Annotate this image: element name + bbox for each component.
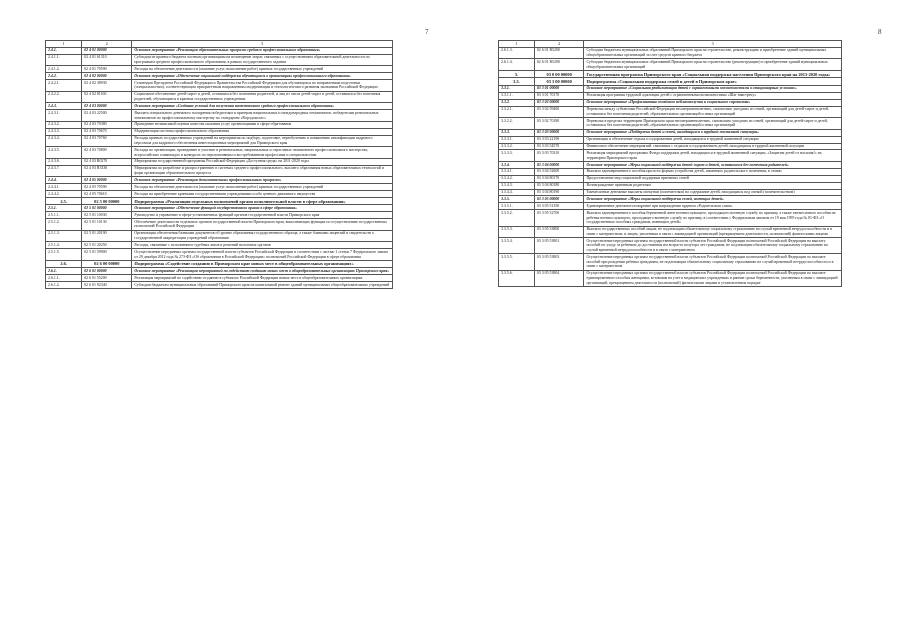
table-row [46, 54, 393, 66]
row-code: 3.3.5.4. [499, 238, 535, 254]
row-code: 2.6.1.4. [499, 59, 535, 71]
row-description: Мероприятия по разработке и распространению в системах среднего профессионального, высшего образования новых образовательных технологий и форм организации образовательного процесса [132, 165, 393, 177]
budget-classification-table-right [498, 40, 842, 287]
row-code: 3.3.3. [499, 129, 535, 136]
row-code: 2.5.1.5. [46, 249, 82, 261]
row-csr-code: 02 4 02 81160 [82, 91, 132, 103]
row-code: 2.5.1.2. [46, 219, 82, 231]
row-code: 3.3. [499, 78, 535, 85]
table-row [499, 92, 842, 99]
table-row [499, 150, 842, 162]
row-csr-code: 02 5 01 59900 [82, 249, 132, 261]
row-code: 3.3.5.5. [499, 254, 535, 270]
table-row [46, 66, 393, 73]
row-csr-code: 02 4 01 00000 [82, 47, 132, 54]
row-csr-code: 02 5 01 00000 [82, 205, 132, 212]
row-code: 2.6.1.2. [46, 281, 82, 288]
row-csr-code: 02 4 03 70380 [82, 121, 132, 128]
row-description: Основное мероприятие «Профилактика семейного неблагополучия и социального сиротства» [584, 99, 842, 106]
row-csr-code: 03 3 05 53801 [534, 238, 584, 254]
row-code: 3.3.3.3. [499, 150, 535, 162]
table-row [46, 184, 393, 191]
row-code: 3.3.2.2. [499, 118, 535, 130]
row-description: Руководство и управление в сфере установленных функций органов государственной власти Приморского края [132, 212, 393, 219]
row-code: 2.6. [46, 260, 82, 267]
table-row [46, 205, 393, 212]
row-code: 2.5.1. [46, 205, 82, 212]
row-description: Организация и обеспечение отдыха и оздоровления детей, находящихся в трудной жизненной ситуации [584, 136, 842, 143]
row-csr-code: 02 6 01 R5200 [534, 47, 584, 59]
header-col-3: 3 [132, 41, 393, 48]
row-code: 2.4.1.1. [46, 54, 82, 66]
table-row [46, 147, 393, 159]
row-description: Основное мероприятие «Обеспечение социальной поддержки обучающихся в организациях профессионального образования» [132, 73, 393, 80]
table-row [46, 80, 393, 92]
table-row [46, 47, 393, 54]
header-col-3: 3 [584, 41, 842, 48]
row-description: Организация обеспечения бланками документов об уровне образования государственного образца, а также бланками лицензий и свидетельств о государственной аккредитации учреждений образования [132, 230, 393, 242]
row-csr-code: 03 3 04 00000 [534, 161, 584, 168]
row-csr-code: 02 6 01 92340 [82, 281, 132, 288]
row-description: Финансовое обеспечение мероприятий, связанных с отдыхом и оздоровлением детей, находящихся в трудной жизненной ситуации [584, 143, 842, 150]
row-description: Государственная программа Приморского края «Социальная поддержка населения Приморского края на 2013-2020 годы» [584, 71, 842, 78]
row-code: 3.3.2. [499, 99, 535, 106]
table-row [499, 99, 842, 106]
row-description: Основное мероприятие «Создание условий для получения качественного среднего профессионального образования» [132, 103, 393, 110]
row-description: Модернизация системы профессионального образования [132, 128, 393, 135]
table-row [499, 210, 842, 226]
table-row [46, 73, 393, 80]
table-row [46, 197, 393, 204]
table-row [46, 177, 393, 184]
table-row [499, 196, 842, 203]
row-description: Осуществление переданных органам государственной власти субъектов Российской Федерации полномочий Российской Федерации по выплате единовременного пособия женщинам, вставшим на учет в медицинских учреждениях в ранние сроки беременности, уволенным в связи с ликвидацией организаций, прекращением деятельности (полномочий) физическими лицами в установленном порядке [584, 270, 842, 286]
row-code: 2.6.1.3. [499, 47, 535, 59]
row-description: Расходы, связанные с исполнением судебных актов и решений налоговых органов [132, 242, 393, 249]
row-code: 2.4.4.2. [46, 191, 82, 198]
row-code: 2.6.1.1. [46, 275, 82, 282]
row-csr-code: 02 6 01 55200 [82, 275, 132, 282]
table-header-row [46, 41, 393, 48]
row-description: Реализация программы трудовой адаптации детей с ограниченными возможностями «Шаг навстречу» [584, 92, 842, 99]
row-description: Вознаграждение приемным родителям [584, 182, 842, 189]
row-code: 3.3.2.1. [499, 106, 535, 118]
row-csr-code: 03 3 03 70310 [534, 150, 584, 162]
row-csr-code: 03 3 00 00000 [534, 78, 584, 85]
page-number-right: 8 [878, 28, 882, 36]
page-number-left: 7 [425, 28, 429, 36]
table-header-row [499, 41, 842, 48]
row-description: Предоставление мер социальной поддержки приемных семей [584, 175, 842, 182]
row-code: 2.4.2.1. [46, 80, 82, 92]
row-description: Выплата единовременного пособия при всех формах устройства детей, лишенных родительского попечения, в семью [584, 168, 842, 175]
row-csr-code: 02 4 02 00000 [82, 73, 132, 80]
table-row [499, 161, 842, 168]
row-csr-code: 02 4 03 00000 [82, 103, 132, 110]
row-description: Осуществление переданных органам государственной власти субъектов Российской Федерации полномочий Российской Федерации на выплату пособий по уходу за ребенком до достижения им возраста полутора лет гражданам, не подлежащим обязательному социальному страхованию на случай временной нетрудоспособности и в связи с материнством [584, 238, 842, 254]
header-col-2: 2 [82, 41, 132, 48]
row-csr-code: 03 3 02 70180 [534, 118, 584, 130]
left-table-body [46, 47, 393, 288]
row-description: Стипендии Президента Российской Федерации и Правительства Российской Федерации для обучающихся по направлениям подготовки (специальностям), соответствующим приоритетным направлениям модернизации и технологического развития экономики Российской Федерации [132, 80, 393, 92]
row-description: Подпрограмма «Содействие созданию в Приморском крае новых мест в общеобразовательных организациях» [132, 260, 393, 267]
row-csr-code: 02 4 05 00000 [82, 177, 132, 184]
row-description: Выплата государственных пособий лицам, не подлежащим обязательному социальному страхованию на случай временной нетрудоспособности и в связи с материнством, и лицам, уволенным в связи с ликвидацией организаций (прекращением деятельности, полномочий) физическими лицами [584, 226, 842, 238]
table-row [499, 129, 842, 136]
row-code: 2.6.1. [46, 268, 82, 275]
row-csr-code: 03 3 02 59400 [534, 106, 584, 118]
row-code: 2.5. [46, 197, 82, 204]
table-row [46, 121, 393, 128]
row-code: 2.4.3.3. [46, 128, 82, 135]
row-code: 3.3.5. [499, 196, 535, 203]
table-row [46, 110, 393, 122]
row-description: Расходы краевых государственных учреждений на мероприятия по подбору, подготовке, переобучению и повышению квалификации кадрового персонала для кадрового обеспечения инвестиционных мероприятий для Приморского края [132, 135, 393, 147]
table-row [499, 71, 842, 78]
row-description: Проведение независимой оценки качества оказания услуг организациями в сфере образования [132, 121, 393, 128]
row-code: 3.3.3.1. [499, 136, 535, 143]
row-code: 2.4.3.1. [46, 110, 82, 122]
row-code: 2.5.1.4. [46, 242, 82, 249]
row-csr-code: 03 3 04 80180 [534, 182, 584, 189]
row-csr-code: 02 5 01 20190 [82, 230, 132, 242]
row-csr-code: 03 3 01 70170 [534, 92, 584, 99]
row-csr-code: 02 6 01 R5200 [534, 59, 584, 71]
left-page [45, 40, 393, 289]
table-row [499, 78, 842, 85]
row-code: 2.4.4.1. [46, 184, 82, 191]
row-description: Подпрограмма «Социальная поддержка семей и детей в Приморском крае» [584, 78, 842, 85]
table-row [499, 47, 842, 59]
table-row [46, 275, 393, 282]
row-description: Субсидии бюджетам муниципальных образований Приморского края на капитальный ремонт зданий муниципальных общеобразовательных учреждений [132, 281, 393, 288]
row-csr-code: 03 3 03 00000 [534, 129, 584, 136]
right-table-body [499, 47, 842, 286]
table-row [46, 268, 393, 275]
table-row [499, 238, 842, 254]
table-row [499, 182, 842, 189]
row-csr-code: 03 3 05 51350 [534, 203, 584, 210]
row-csr-code: 03 3 04 52600 [534, 168, 584, 175]
row-csr-code: 02 5 01 10130 [82, 219, 132, 231]
table-row [499, 175, 842, 182]
row-description: Перевозка между субъектами Российской Федерации несовершеннолетних, самовольно ушедших из семей, организаций для детей-сирот и детей, оставшихся без попечения родителей, образовательных организаций и иных организаций [584, 106, 842, 118]
row-code: 2.4.3.7. [46, 165, 82, 177]
row-description: Субсидии из краевого бюджета частным организациям на возмещение затрат, связанных с осуществлением образовательной деятельности по программам среднего профессионального образования, в рамках государственного задания [132, 54, 393, 66]
row-csr-code: 03 3 04 80190 [534, 189, 584, 196]
row-code: 2.4.3.2. [46, 121, 82, 128]
row-description: Социальное обеспечение детей-сирот и детей, оставшихся без попечения родителей, и лиц из числа детей-сирот и детей, оставшихся без попечения родителей, обучающихся в краевых государственных учреждениях [132, 91, 393, 103]
budget-classification-table-left [45, 40, 393, 289]
row-csr-code: 02 4 02 38930 [82, 80, 132, 92]
row-code: 3.3.5.3. [499, 226, 535, 238]
table-row [499, 85, 842, 92]
table-row [46, 260, 393, 267]
row-code: 2.4.1. [46, 47, 82, 54]
table-row [499, 254, 842, 270]
row-description: Расходы на обеспечение деятельности (оказание услуг, выполнение работ) краевых государственных учреждений [132, 66, 393, 73]
row-description: Выплата специального денежного поощрения победителям и призерам национальных и международных чемпионатов, победителям региональных чемпионатов по профессиональному мастерству по стандартам «Ворлдскиллс» [132, 110, 393, 122]
row-code: 3. [499, 71, 535, 78]
row-csr-code: 03 3 05 53803 [534, 254, 584, 270]
row-description: Субсидии бюджетам муниципальных образований Приморского края на строительство (реконструкцию) и приобретение зданий муниципальных общеобразовательных организаций [584, 59, 842, 71]
row-csr-code: 03 3 05 00000 [534, 196, 584, 203]
row-csr-code: 02 4 03 70760 [82, 135, 132, 147]
row-description: Перевозка в пределах территории Приморского края несовершеннолетних, самовольно ушедших из семей, организаций для детей-сирот и детей, оставшихся без попечения родителей, образовательных организаций и иных организаций [584, 118, 842, 130]
row-csr-code: 03 3 03 22190 [534, 136, 584, 143]
header-col-1: 1 [46, 41, 82, 48]
row-csr-code: 02 4 03 R3330 [82, 165, 132, 177]
row-description: Основное мероприятие «Реализация дополнительных профессиональных программ» [132, 177, 393, 184]
row-csr-code: 02 4 05 70590 [82, 184, 132, 191]
table-row [46, 249, 393, 261]
row-code: 3.3.4.2. [499, 175, 535, 182]
table-row [499, 168, 842, 175]
row-description: Основное мероприятие «Поддержка детей и семей, находящихся в трудной жизненной ситуации» [584, 129, 842, 136]
row-code: 2.4.1.2. [46, 66, 82, 73]
row-csr-code: 03 3 05 53800 [534, 226, 584, 238]
row-csr-code: 02 6 01 00000 [82, 268, 132, 275]
row-csr-code: 02 4 01 61310 [82, 54, 132, 66]
row-code: 2.4.3.4. [46, 135, 82, 147]
row-description: Субсидии бюджетам муниципальных образований Приморского края на строительство, реконструкцию и приобретение зданий муниципальных общеобразовательных организаций за счет средств краевого бюджета [584, 47, 842, 59]
row-description: Основное мероприятие «Социальная реабилитация детей с ограниченными возможностями в стационарных условиях» [584, 85, 842, 92]
row-description: Расходы по организации, проведению и участию в региональных, национальных и отраслевых чемпионатах профессионального мастерства, всероссийских олимпиадах и конкурсах по перспективным и востребованным профессиям и специальностям [132, 147, 393, 159]
row-description: Расходы на обеспечение деятельности (оказание услуг, выполнение работ) краевых государственных учреждений [132, 184, 393, 191]
row-code: 2.4.3.6. [46, 158, 82, 165]
row-csr-code: 02 5 01 20250 [82, 242, 132, 249]
table-row [46, 281, 393, 288]
row-csr-code: 03 3 02 00000 [534, 99, 584, 106]
row-description: Ежемесячные денежные выплаты опекунам (попечителям) на содержание детей, находящихся под опекой (попечительством) [584, 189, 842, 196]
row-csr-code: 02 4 03 70800 [82, 147, 132, 159]
row-csr-code: 02 4 03 R0270 [82, 158, 132, 165]
row-description: Выплата единовременного пособия беременной жене военнослужащего, проходящего военную службу по призыву, а также ежемесячного пособия на ребенка военнослужащего, проходящего военную службу по призыву, в соответствии с Федеральным законом от 19 мая 1995 года № 81-ФЗ «О государственных пособиях гражданам, имеющим детей» [584, 210, 842, 226]
row-description: Мероприятия государственной программы Российской Федерации «Доступная среда» на 2011-2020 годы [132, 158, 393, 165]
row-description: Осуществление переданных органам государственной власти субъектов Российской Федерации в соответствии с частью 1 статьи 7 Федерального закона от 29 декабря 2012 года № 273-ФЗ «Об образовании в Российской Федерации» полномочий Российской Федерации в сфере образования [132, 249, 393, 261]
row-csr-code: 02 4 01 70590 [82, 66, 132, 73]
row-csr-code: 03 0 00 00000 [534, 71, 584, 78]
row-code: 3.3.1.1. [499, 92, 535, 99]
row-code: 3.3.4.1. [499, 168, 535, 175]
row-description: Осуществление переданных органам государственной власти субъектов Российской Федерации полномочий Российской Федерации по выплате пособий при рождении ребенка гражданам, не подлежащим обязательному социальному страхованию на случай временной нетрудоспособности и в связи с материнством [584, 254, 842, 270]
row-code: 2.4.2.2. [46, 91, 82, 103]
table-row [499, 203, 842, 210]
table-row [46, 103, 393, 110]
row-description: Основное мероприятие «Меры социальной поддержки детей-сирот и детей, оставшихся без попечения родителей» [584, 161, 842, 168]
table-row [46, 242, 393, 249]
row-csr-code: 02 6 00 00000 [82, 260, 132, 267]
table-row [499, 59, 842, 71]
table-row [499, 106, 842, 118]
table-row [499, 143, 842, 150]
table-row [499, 136, 842, 143]
row-code: 2.4.4. [46, 177, 82, 184]
row-code: 3.3.4.4. [499, 189, 535, 196]
table-row [46, 230, 393, 242]
table-row [46, 191, 393, 198]
row-description: Реализация мероприятий по содействию созданию в субъектах Российской Федерации новых мест в общеобразовательных организациях [132, 275, 393, 282]
table-row [46, 219, 393, 231]
row-description: Обеспечение деятельности отдельных органов государственной власти Приморского края, выполняющих функции по осуществлению государственных полномочий Российской Федерации [132, 219, 393, 231]
row-description: Реализация мероприятий программы Фонда поддержки детей, находящихся в трудной жизненной ситуации, «Защитим детей от насилия!» на территории Приморского края [584, 150, 842, 162]
row-csr-code: 02 5 00 00000 [82, 197, 132, 204]
row-code: 2.5.1.3. [46, 230, 82, 242]
row-description: Основное мероприятие «Реализация мероприятий по содействию созданию новых мест в общеобразовательных организациях Приморского края» [132, 268, 393, 275]
row-csr-code: 03 3 03 54570 [534, 143, 584, 150]
table-row [499, 270, 842, 286]
row-csr-code: 03 3 05 52700 [534, 210, 584, 226]
table-row [499, 118, 842, 130]
row-csr-code: 02 4 05 70610 [82, 191, 132, 198]
row-code: 3.3.4. [499, 161, 535, 168]
row-description: Подпрограмма «Реализация отдельных полномочий органа исполнительной власти в сфере образования» [132, 197, 393, 204]
row-code: 3.3.5.1. [499, 203, 535, 210]
row-code: 3.3.4.3. [499, 182, 535, 189]
row-description: Основное мероприятие «Реализация образовательных программ среднего профессионального образования» [132, 47, 393, 54]
row-csr-code: 02 4 03 22500 [82, 110, 132, 122]
header-col-1: 1 [499, 41, 535, 48]
row-csr-code: 03 3 01 00000 [534, 85, 584, 92]
row-code: 2.4.3. [46, 103, 82, 110]
row-description: Основное мероприятие «Обеспечение функций государственного органа в сфере образования» [132, 205, 393, 212]
row-code: 3.3.1. [499, 85, 535, 92]
table-row [46, 212, 393, 219]
table-row [46, 165, 393, 177]
table-row [46, 128, 393, 135]
row-code: 2.5.1.1. [46, 212, 82, 219]
table-row [46, 158, 393, 165]
row-csr-code: 02 4 03 70670 [82, 128, 132, 135]
row-code: 3.3.5.2. [499, 210, 535, 226]
table-row [46, 91, 393, 103]
row-description: Единовременное денежное поощрение при награждении орденом «Родительская слава» [584, 203, 842, 210]
row-code: 3.3.3.2. [499, 143, 535, 150]
row-csr-code: 03 3 04 80170 [534, 175, 584, 182]
row-csr-code: 03 3 05 53804 [534, 270, 584, 286]
row-description: Основное мероприятие «Меры социальной поддержки семей, имеющих детей» [584, 196, 842, 203]
row-code: 3.3.5.6. [499, 270, 535, 286]
row-code: 2.4.3.5. [46, 147, 82, 159]
table-row [499, 189, 842, 196]
table-row [46, 135, 393, 147]
row-csr-code: 02 5 01 10030 [82, 212, 132, 219]
table-row [499, 226, 842, 238]
right-page [498, 40, 842, 287]
header-col-2: 2 [534, 41, 584, 48]
row-description: Расходы на приобретение краевыми государственными учреждениями особо ценного движимого имущества [132, 191, 393, 198]
row-code: 2.4.2. [46, 73, 82, 80]
